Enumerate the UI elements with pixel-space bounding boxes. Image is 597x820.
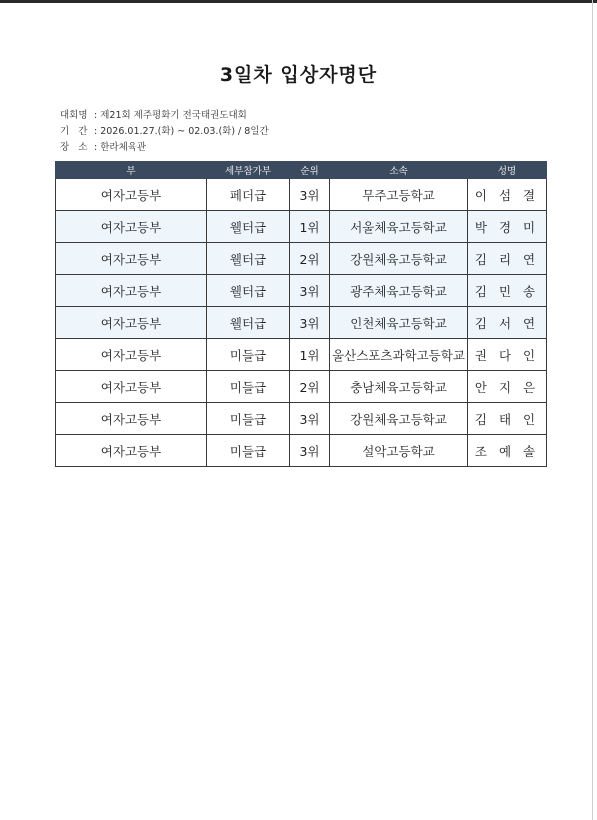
cell-weight-class: 웰터급: [207, 243, 290, 275]
info-value: : 2026.01.27.(화) ~ 02.03.(화) / 8일간: [94, 126, 269, 137]
cell-affiliation: 설악고등학교: [330, 435, 468, 467]
cell-division: 여자고등부: [56, 307, 207, 339]
cell-division: 여자고등부: [56, 211, 207, 243]
cell-name: 이 섬 결: [468, 179, 547, 211]
cell-weight-class: 미들급: [207, 435, 290, 467]
cell-affiliation: 강원체육고등학교: [330, 243, 468, 275]
cell-rank: 2위: [290, 243, 330, 275]
cell-affiliation: 울산스포츠과학고등학교: [330, 339, 468, 371]
table-row: [56, 339, 547, 371]
table-row: [56, 211, 547, 243]
cell-name: 김 민 송: [468, 275, 547, 307]
info-value: : 제21회 제주평화기 전국태권도대회: [94, 110, 247, 121]
table-row: [56, 307, 547, 339]
cell-division: 여자고등부: [56, 403, 207, 435]
cell-rank: 1위: [290, 211, 330, 243]
cell-division: 여자고등부: [56, 275, 207, 307]
table-row: [56, 435, 547, 467]
table-row: [56, 403, 547, 435]
info-event-name: [60, 108, 269, 124]
cell-rank: 1위: [290, 339, 330, 371]
header-affiliation: 소속: [330, 162, 468, 179]
cell-affiliation: 강원체육고등학교: [330, 403, 468, 435]
cell-rank: 3위: [290, 403, 330, 435]
cell-weight-class: 웰터급: [207, 307, 290, 339]
results-table: [55, 161, 547, 467]
cell-division: 여자고등부: [56, 435, 207, 467]
cell-affiliation: 무주고등학교: [330, 179, 468, 211]
cell-affiliation: 충남체육고등학교: [330, 371, 468, 403]
table-header-row: [56, 162, 547, 179]
table-row: [56, 275, 547, 307]
cell-name: 김 리 연: [468, 243, 547, 275]
table-row: [56, 243, 547, 275]
cell-weight-class: 미들급: [207, 371, 290, 403]
cell-weight-class: 웰터급: [207, 275, 290, 307]
header-division: 부: [56, 162, 207, 179]
info-value: : 한라체육관: [94, 142, 147, 153]
cell-rank: 2위: [290, 371, 330, 403]
cell-rank: 3위: [290, 179, 330, 211]
header-rank: 순위: [290, 162, 330, 179]
header-name: 성명: [468, 162, 547, 179]
event-info: [60, 108, 269, 156]
cell-name: 박 경 미: [468, 211, 547, 243]
cell-affiliation: 광주체육고등학교: [330, 275, 468, 307]
header-weight-class: 세부참가부: [207, 162, 290, 179]
scan-right-edge: [592, 0, 593, 820]
info-label: 장 소: [60, 142, 88, 153]
cell-weight-class: 웰터급: [207, 211, 290, 243]
info-label: 기 간: [60, 126, 88, 137]
cell-affiliation: 인천체육고등학교: [330, 307, 468, 339]
table-row: [56, 371, 547, 403]
info-period: [60, 124, 269, 140]
cell-rank: 3위: [290, 307, 330, 339]
cell-name: 김 서 연: [468, 307, 547, 339]
cell-name: 안 지 은: [468, 371, 547, 403]
cell-affiliation: 서울체육고등학교: [330, 211, 468, 243]
cell-name: 권 다 인: [468, 339, 547, 371]
cell-division: 여자고등부: [56, 243, 207, 275]
cell-weight-class: 페더급: [207, 179, 290, 211]
cell-name: 김 태 인: [468, 403, 547, 435]
cell-division: 여자고등부: [56, 371, 207, 403]
cell-rank: 3위: [290, 275, 330, 307]
cell-division: 여자고등부: [56, 179, 207, 211]
cell-rank: 3위: [290, 435, 330, 467]
info-venue: [60, 140, 269, 156]
scan-top-border: [0, 0, 597, 3]
cell-weight-class: 미들급: [207, 339, 290, 371]
cell-division: 여자고등부: [56, 339, 207, 371]
page-title: 3일차 입상자명단: [219, 64, 378, 86]
info-label: 대회명: [60, 110, 88, 121]
cell-name: 조 예 솔: [468, 435, 547, 467]
table-row: [56, 179, 547, 211]
cell-weight-class: 미들급: [207, 403, 290, 435]
